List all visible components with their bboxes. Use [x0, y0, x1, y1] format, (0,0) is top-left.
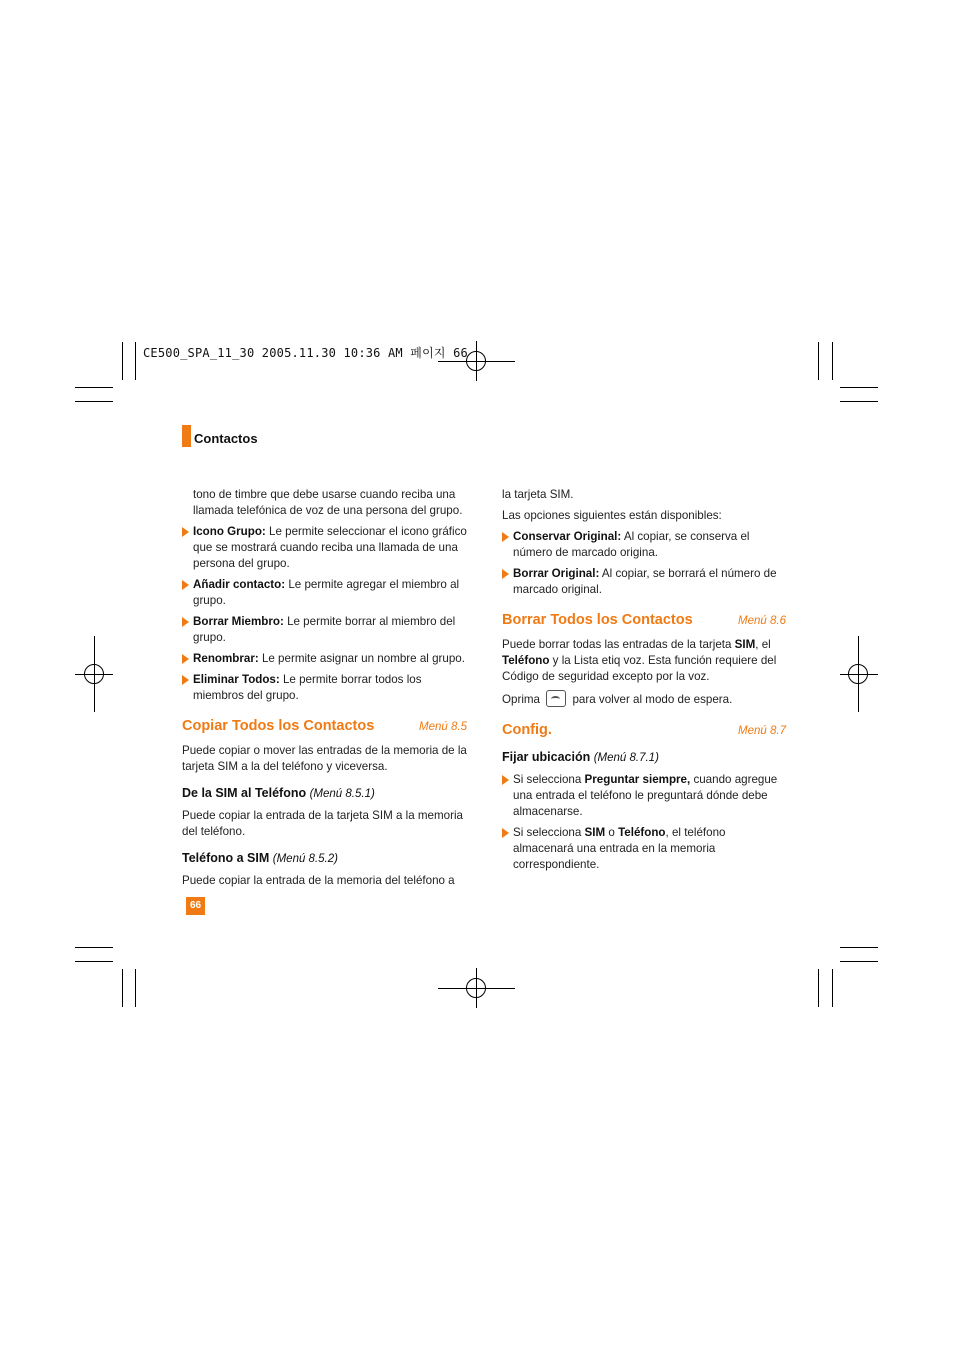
triangle-bullet-icon — [182, 580, 189, 590]
item-term: Eliminar Todos: — [193, 673, 280, 686]
crop-mark-tr-h1 — [840, 387, 878, 388]
list-item — [502, 529, 786, 561]
heading-title: Borrar Todos los Contactos — [502, 612, 693, 628]
sim-to-phone-text: Puede copiar la entrada de la tarjeta SIM a la memoria del teléfono. — [182, 809, 463, 838]
crop-mark-bl-h2 — [75, 961, 113, 962]
text-run: , el — [755, 638, 771, 651]
list-item — [502, 825, 786, 873]
text-run: cuando agregue una entrada el teléfono le preguntará dónde debe almacenarse. — [513, 773, 778, 818]
menu-number: (Menú 8.7.1) — [593, 752, 659, 764]
item-term: Añadir contacto: — [193, 578, 286, 591]
sub-title: Fijar ubicación — [502, 750, 591, 764]
sub-title: De la SIM al Teléfono — [182, 786, 307, 800]
delete-contacts-heading — [502, 612, 786, 629]
item-text: Al copiar, se borrará el número de marcado original. — [513, 567, 777, 596]
text-run: Si selecciona — [513, 826, 585, 839]
menu-number: Menú 8.5 — [419, 721, 467, 733]
triangle-bullet-icon — [502, 532, 509, 542]
item-term: Borrar Original: — [513, 567, 600, 580]
list-item — [502, 772, 786, 820]
phone-to-sim-text: Puede copiar la entrada de la memoria del teléfono a — [182, 874, 455, 887]
crop-mark-br-h1 — [840, 947, 878, 948]
right-column — [502, 487, 786, 878]
print-slug-line: CE500_SPA_11_30 2005.11.30 10:36 AM 페이지 66 — [143, 346, 468, 360]
crop-mark-br-h2 — [840, 961, 878, 962]
list-item — [182, 577, 467, 609]
text-run-bold: Preguntar siempre, — [584, 773, 691, 786]
config-heading — [502, 722, 786, 739]
text-run: Puede borrar todas las entradas de la tarjeta — [502, 638, 735, 651]
triangle-bullet-icon — [182, 654, 189, 664]
crop-mark-bl-v1 — [122, 969, 123, 1007]
heading-title: Copiar Todos los Contactos — [182, 718, 375, 734]
text-run-bold: Teléfono — [618, 826, 666, 839]
item-text: Le permite borrar todos los miembros del grupo. — [193, 673, 422, 702]
triangle-bullet-icon — [182, 527, 189, 537]
triangle-bullet-icon — [502, 828, 509, 838]
item-term: Renombrar: — [193, 652, 259, 665]
text-run: para volver al modo de espera. — [572, 693, 733, 706]
item-text: Le permite seleccionar el icono gráfico que se mostrará cuando reciba una llamada de una persona del grupo. — [193, 525, 467, 570]
text-run: , el teléfono almacenará una entrada en la memoria correspondiente. — [513, 826, 726, 871]
continued-text: la tarjeta SIM. — [502, 488, 574, 501]
list-item — [182, 651, 467, 667]
text-run: y la Lista etiq voz. Esta función requiere del Código de seguridad excepto por la voz. — [502, 654, 777, 683]
crop-mark-bl-h1 — [75, 947, 113, 948]
text-run: Si selecciona — [513, 773, 585, 786]
sim-to-phone-heading — [182, 785, 467, 802]
item-term: Icono Grupo: — [193, 525, 266, 538]
sub-title: Teléfono a SIM — [182, 851, 270, 865]
triangle-bullet-icon — [182, 617, 189, 627]
delete-contacts-text — [502, 637, 786, 685]
crop-mark-tr-h2 — [840, 401, 878, 402]
triangle-bullet-icon — [182, 675, 189, 685]
crop-mark-br-v2 — [832, 969, 833, 1007]
crop-mark-tl-v2 — [135, 342, 136, 380]
triangle-bullet-icon — [502, 775, 509, 785]
crop-mark-tl-h1 — [75, 387, 113, 388]
end-key-instruction — [502, 690, 786, 708]
item-text: Le permite asignar un nombre al grupo. — [258, 652, 465, 665]
text-run: o — [605, 826, 619, 839]
item-term: Borrar Miembro: — [193, 615, 284, 628]
section-accent-bar — [182, 425, 191, 447]
left-column — [182, 487, 467, 894]
phone-to-sim-heading — [182, 850, 467, 867]
menu-number: (Menú 8.5.1) — [309, 788, 375, 800]
list-item — [182, 614, 467, 646]
item-text: Le permite agregar el miembro al grupo. — [193, 578, 460, 607]
menu-number: (Menú 8.5.2) — [272, 853, 338, 865]
item-text: Le permite borrar al miembro del grupo. — [193, 615, 456, 644]
item-term: Conservar Original: — [513, 530, 622, 543]
text-run-bold: SIM — [734, 638, 756, 651]
triangle-bullet-icon — [502, 569, 509, 579]
item-text: Al copiar, se conserva el número de marcado origina. — [513, 530, 750, 559]
crop-mark-tr-v1 — [818, 342, 819, 380]
fix-location-heading — [502, 749, 786, 766]
options-intro: Las opciones siguientes están disponibles: — [502, 509, 722, 522]
crop-mark-br-v1 — [818, 969, 819, 1007]
copy-contacts-text: Puede copiar o mover las entradas de la memoria de la tarjeta SIM a la del teléfono y viceversa. — [182, 744, 467, 773]
heading-title: Config. — [502, 722, 552, 738]
menu-number: Menú 8.7 — [738, 725, 786, 737]
end-key-icon — [546, 690, 566, 707]
list-item — [502, 566, 786, 598]
intro-paragraph: tono de timbre que debe usarse cuando reciba una llamada telefónica de voz de una persona del grupo. — [193, 488, 463, 517]
list-item — [182, 672, 467, 704]
text-run-bold: SIM — [584, 826, 606, 839]
crop-mark-bl-v2 — [135, 969, 136, 1007]
list-item — [182, 524, 467, 572]
page-number: 66 — [186, 897, 205, 915]
text-run-bold: Teléfono — [502, 654, 550, 667]
copy-contacts-heading — [182, 718, 467, 735]
menu-number: Menú 8.6 — [738, 615, 786, 627]
crop-mark-tr-v2 — [832, 342, 833, 380]
crop-mark-tl-v1 — [122, 342, 123, 380]
text-run: Oprima — [502, 693, 541, 706]
section-title: Contactos — [194, 431, 258, 446]
crop-mark-tl-h2 — [75, 401, 113, 402]
